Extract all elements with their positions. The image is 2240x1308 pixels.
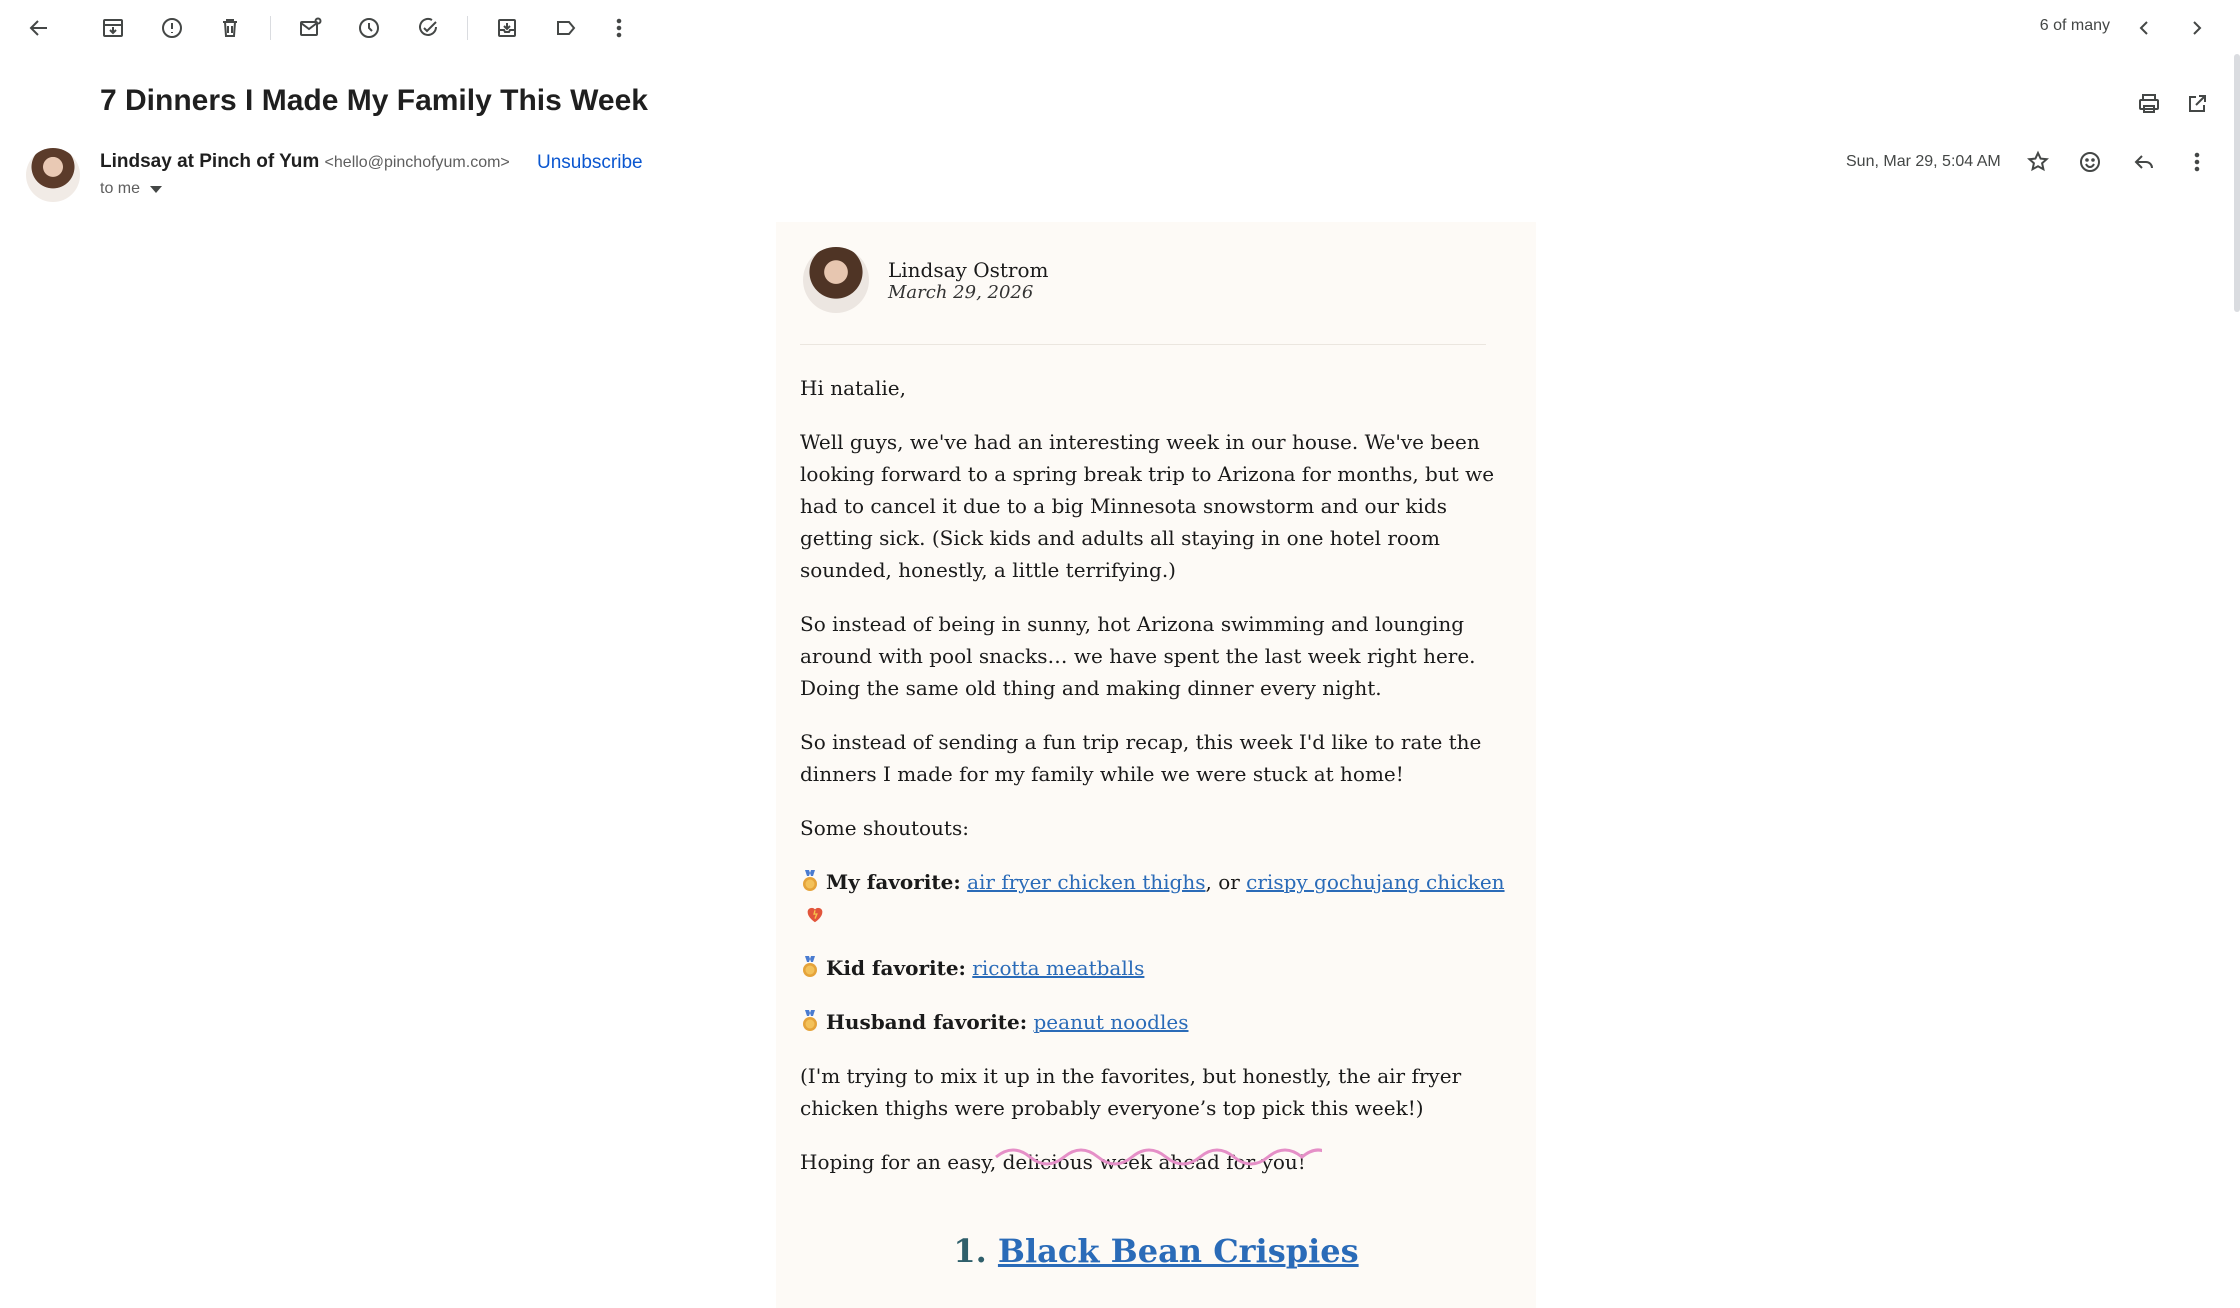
shoutout-my-favorite [800, 866, 1520, 930]
chevron-right-icon [2185, 16, 2209, 40]
greeting: Hi natalie, [800, 376, 906, 400]
delete-button[interactable] [210, 8, 250, 48]
fav1-label: My favorite: [826, 870, 961, 894]
more-vert-icon [2185, 150, 2209, 174]
print-icon [2137, 92, 2161, 116]
fav1-or: , or [1205, 870, 1240, 894]
scrollbar[interactable] [2234, 54, 2240, 312]
shoutout-husband-favorite [800, 1006, 1520, 1038]
email-subject: 7 Dinners I Made My Family This Week [100, 84, 648, 117]
chevron-down-icon[interactable] [150, 186, 162, 193]
recipe-heading-1 [776, 1232, 1536, 1270]
ricotta-meatballs-link[interactable]: ricotta meatballs [972, 956, 1145, 980]
move-to-icon [495, 16, 519, 40]
mark-unread-icon [298, 16, 322, 40]
report-spam-button[interactable] [152, 8, 192, 48]
more-vert-icon [607, 16, 631, 40]
medal-icon [800, 1010, 820, 1032]
crispy-gochujang-chicken-link[interactable]: crispy gochujang chicken [1246, 870, 1505, 894]
print-button[interactable] [2129, 84, 2169, 124]
star-button[interactable] [2018, 142, 2058, 182]
medal-icon [800, 870, 820, 892]
black-bean-crispies-link[interactable]: Black Bean Crispies [997, 1232, 1359, 1270]
fav3-label: Husband favorite: [826, 1010, 1028, 1034]
label-button[interactable] [546, 8, 586, 48]
air-fryer-chicken-thighs-link[interactable]: air fryer chicken thighs [967, 870, 1206, 894]
recipients-text: to me [100, 180, 141, 197]
email-date: Sun, Mar 29, 5:04 AM [1846, 153, 2001, 170]
delete-icon [218, 16, 242, 40]
author-name: Lindsay Ostrom [888, 258, 1049, 282]
chevron-left-icon [2132, 16, 2156, 40]
emoji-icon [2078, 150, 2102, 174]
paragraph-2: So instead of being in sunny, hot Arizona swimming and lounging around with pool snacks… we have spent the last week right here. Doing the same old thing and making dinner every night. [800, 612, 1476, 700]
recipients [100, 180, 162, 198]
more-options-button[interactable] [599, 8, 639, 48]
peanut-noodles-link[interactable]: peanut noodles [1033, 1010, 1189, 1034]
label-icon [554, 16, 578, 40]
older-button[interactable] [2177, 8, 2217, 48]
snooze-button[interactable] [349, 8, 389, 48]
add-task-button[interactable] [408, 8, 448, 48]
add-reaction-button[interactable] [2070, 142, 2110, 182]
email-body-card [776, 222, 1536, 1308]
paragraph-1: Well guys, we've had an interesting week in our house. We've been looking forward to a spring break trip to Arizona for months, but we had to cancel it due to a big Minnesota snowstorm and our kids getting sick. (Sick kids and adults all staying in one hotel room sounded, honestly, a little terrifying.) [800, 430, 1495, 582]
open-new-window-button[interactable] [2177, 84, 2217, 124]
reply-button[interactable] [2124, 142, 2164, 182]
archive-icon [101, 16, 125, 40]
unsubscribe-link[interactable]: Unsubscribe [537, 152, 643, 173]
snooze-icon [357, 16, 381, 40]
sender-avatar[interactable] [26, 148, 80, 202]
paragraph-3: So instead of sending a fun trip recap, this week I'd like to rate the dinners I made for my family while we were stuck at home! [800, 730, 1482, 786]
toolbar-separator [270, 16, 271, 40]
author-avatar [803, 247, 869, 313]
back-button[interactable] [19, 8, 59, 48]
fav2-label: Kid favorite: [826, 956, 966, 980]
sender-name[interactable] [100, 151, 510, 173]
mark-unread-button[interactable] [290, 8, 330, 48]
heart-icon [804, 903, 826, 925]
post-date: March 29, 2026 [888, 282, 1034, 303]
reply-icon [2132, 150, 2156, 174]
pager-count: 6 of many [2039, 17, 2110, 34]
add-task-icon [416, 16, 440, 40]
archive-button[interactable] [93, 8, 133, 48]
sender-name-text: Lindsay at Pinch of Yum [100, 151, 320, 172]
paragraph-4: (I'm trying to mix it up in the favorites, but honestly, the air fryer chicken thighs were probably everyone’s top pick this week!) [800, 1064, 1462, 1120]
toolbar [0, 0, 2240, 54]
newer-button[interactable] [2124, 8, 2164, 48]
move-to-button[interactable] [487, 8, 527, 48]
open-in-new-icon [2185, 92, 2209, 116]
shoutouts-intro: Some shoutouts: [800, 816, 969, 840]
shoutout-kid-favorite [800, 952, 1520, 984]
divider [800, 344, 1486, 345]
medal-icon [800, 956, 820, 978]
squiggle-divider [992, 1142, 1322, 1172]
star-icon [2026, 150, 2050, 174]
heading-number: 1. [953, 1232, 987, 1270]
report-spam-icon [160, 16, 184, 40]
back-arrow-icon [27, 16, 51, 40]
toolbar-separator [467, 16, 468, 40]
sender-email: <hello@pinchofyum.com> [324, 154, 510, 171]
message-more-button[interactable] [2177, 142, 2217, 182]
email-content [800, 372, 1520, 1200]
paragraph-5: Hoping for an easy, delicious week ahead for you! [800, 1150, 1306, 1174]
